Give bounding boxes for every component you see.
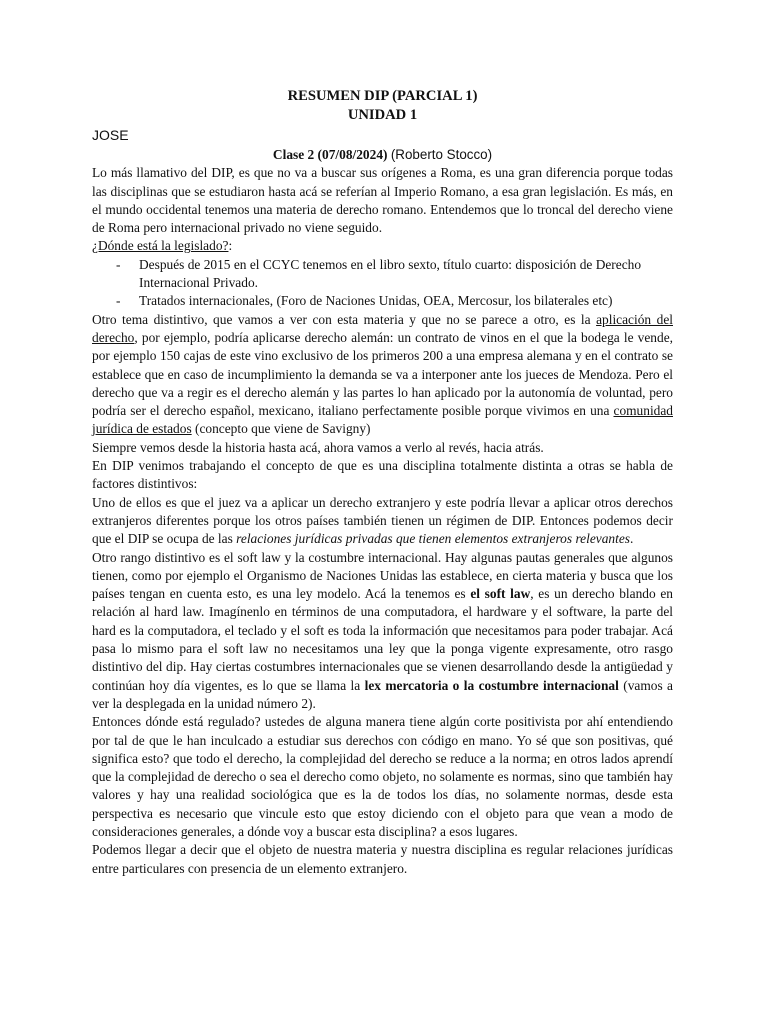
underlined-term: aplicación del derecho <box>92 311 673 345</box>
legislation-list <box>92 256 673 311</box>
text-span: . <box>629 531 634 547</box>
question-legislation <box>92 237 673 255</box>
bullet-mark: - <box>116 293 121 309</box>
paragraph-regulation: Entonces dónde está regulado? ustedes de alguna manera tiene algún corte positivista por ahí entendiendo por tal de que le han inculcado a estudiar sus derechos con código en mano. Yo sé que son positivas, qué significa esto? que todo el derecho, la complejidad del derecho se reduce a la norma; en otros lados aprendí que la complejidad de derecho o sea el derecho como objeto, no solamente es normas, sino que también hay valores y hay una realidad sociológica que es la de todos los días, no solamente normas, desde esta perspectiva es necesario que vincule esto que estoy diciendo con el objeto para que vean a modo de consideraciones generales, a dónde voy a buscar esta disciplina? a esos lugares. <box>92 714 673 839</box>
unit-heading: UNIDAD 1 <box>347 107 418 123</box>
class-heading <box>92 146 673 164</box>
question-colon: : <box>228 238 233 254</box>
document-title: RESUMEN DIP (PARCIAL 1) <box>287 88 478 104</box>
text-span: , es un derecho blando en relación al hard law. Imagínenlo en términos de una computadora, el hardware y el software, la parte del hard es la computadora, el teclado y el soft es toda la información que necesitamos para poder trabajar. Acá pasa lo mismo para el soft law no necesitamos una ley que la ponga vigente expresamente, otro rasgo distintivo del dip. Hay ciertas costumbres internacionales que se vienen desarrollando desde la antigüedad y continúan hoy día vigentes, es lo que se llama la <box>92 586 673 693</box>
question-underlined: ¿Dónde está la legislado? <box>92 238 229 254</box>
text-span: (concepto que viene de Savigny) <box>191 421 371 437</box>
underlined-term: comunidad jurídica de estados <box>92 403 673 437</box>
text-span: Otro rango distintivo es el soft law y la costumbre internacional. Hay algunas pautas generales que algunos tienen, como por ejemplo el Organismo de Naciones Unidas las establece, en cierta materia y busca que los países tengan en cuenta esto, es una ley modelo. Acá la tenemos es <box>92 549 673 602</box>
bold-term: lex mercatoria o la costumbre internacional <box>364 677 619 693</box>
list-item <box>92 292 673 310</box>
author-name: JOSE <box>92 127 129 143</box>
list-item-text: Tratados internacionales, (Foro de Naciones Unidas, OEA, Mercosur, los bilaterales etc) <box>139 293 613 309</box>
paragraph-history: Siempre vemos desde la historia hasta acá, ahora vamos a verlo al revés, hacia atrás. <box>92 439 544 455</box>
text-span: Uno de ellos es que el juez va a aplicar un derecho extranjero y este podría llevar a aplicar otros derechos extranjeros diferentes porque los otros países también tienen un régimen de DIP. Entonces podemos decir que el DIP se ocupa de las <box>92 494 673 547</box>
list-item-text: Después de 2015 en el CCYC tenemos en el libro sexto, título cuarto: disposición de Derecho Internacional Privado. <box>139 256 642 291</box>
text-span: (vamos a ver la desplegada en la unidad número 2). <box>92 677 674 711</box>
paragraph-soft-law <box>92 549 673 714</box>
list-item <box>92 256 673 293</box>
paragraph-foreign-law <box>92 494 673 549</box>
text-span: , por ejemplo, podría aplicarse derecho alemán: un contrato de vinos en el que la bodega le vende, por ejemplo 150 cajas de este vino exclusivo de los primeros 200 a una empresa alemana y en el contrato se establece que en caso de incumplimiento la demanda se va a interponer ante los jueces de Mendoza. Pero el derecho que va a regir es el derecho alemán y las partes lo han aplicado por la autonomía de voluntad, pero podría ser el derecho español, mexicano, italiano perfectamente posible porque vivimos en una <box>92 329 673 419</box>
document-page <box>92 87 673 878</box>
class-label: Clase 2 (07/08/2024) <box>272 147 388 162</box>
paragraph-object: Podemos llegar a decir que el objeto de nuestra materia y nuestra disciplina es regular relaciones jurídicas entre particulares con presencia de un elemento extranjero. <box>92 842 673 876</box>
bullet-mark: - <box>116 256 121 272</box>
class-teacher: (Roberto Stocco) <box>390 147 493 162</box>
paragraph-factors: En DIP venimos trabajando el concepto de que es una disciplina totalmente distinta a otras se habla de factores distintivos: <box>92 458 673 492</box>
bold-term: el soft law <box>470 586 531 602</box>
paragraph-origins: Lo más llamativo del DIP, es que no va a buscar sus orígenes a Roma, es una gran diferencia porque todas las disciplinas que se estudiaron hasta acá se referían al Imperio Romano, a esa gran legislación. Es más, en el mundo occidental tenemos una materia de derecho romano. Entendemos que lo troncal del derecho viene de Roma pero internacional privado no viene seguido. <box>92 165 673 236</box>
text-span: Otro tema distintivo, que vamos a ver con esta materia y que no se parece a otro, es la <box>92 311 597 327</box>
italic-term: relaciones jurídicas privadas que tienen elementos extranjeros relevantes <box>236 531 630 547</box>
paragraph-application <box>92 311 673 439</box>
